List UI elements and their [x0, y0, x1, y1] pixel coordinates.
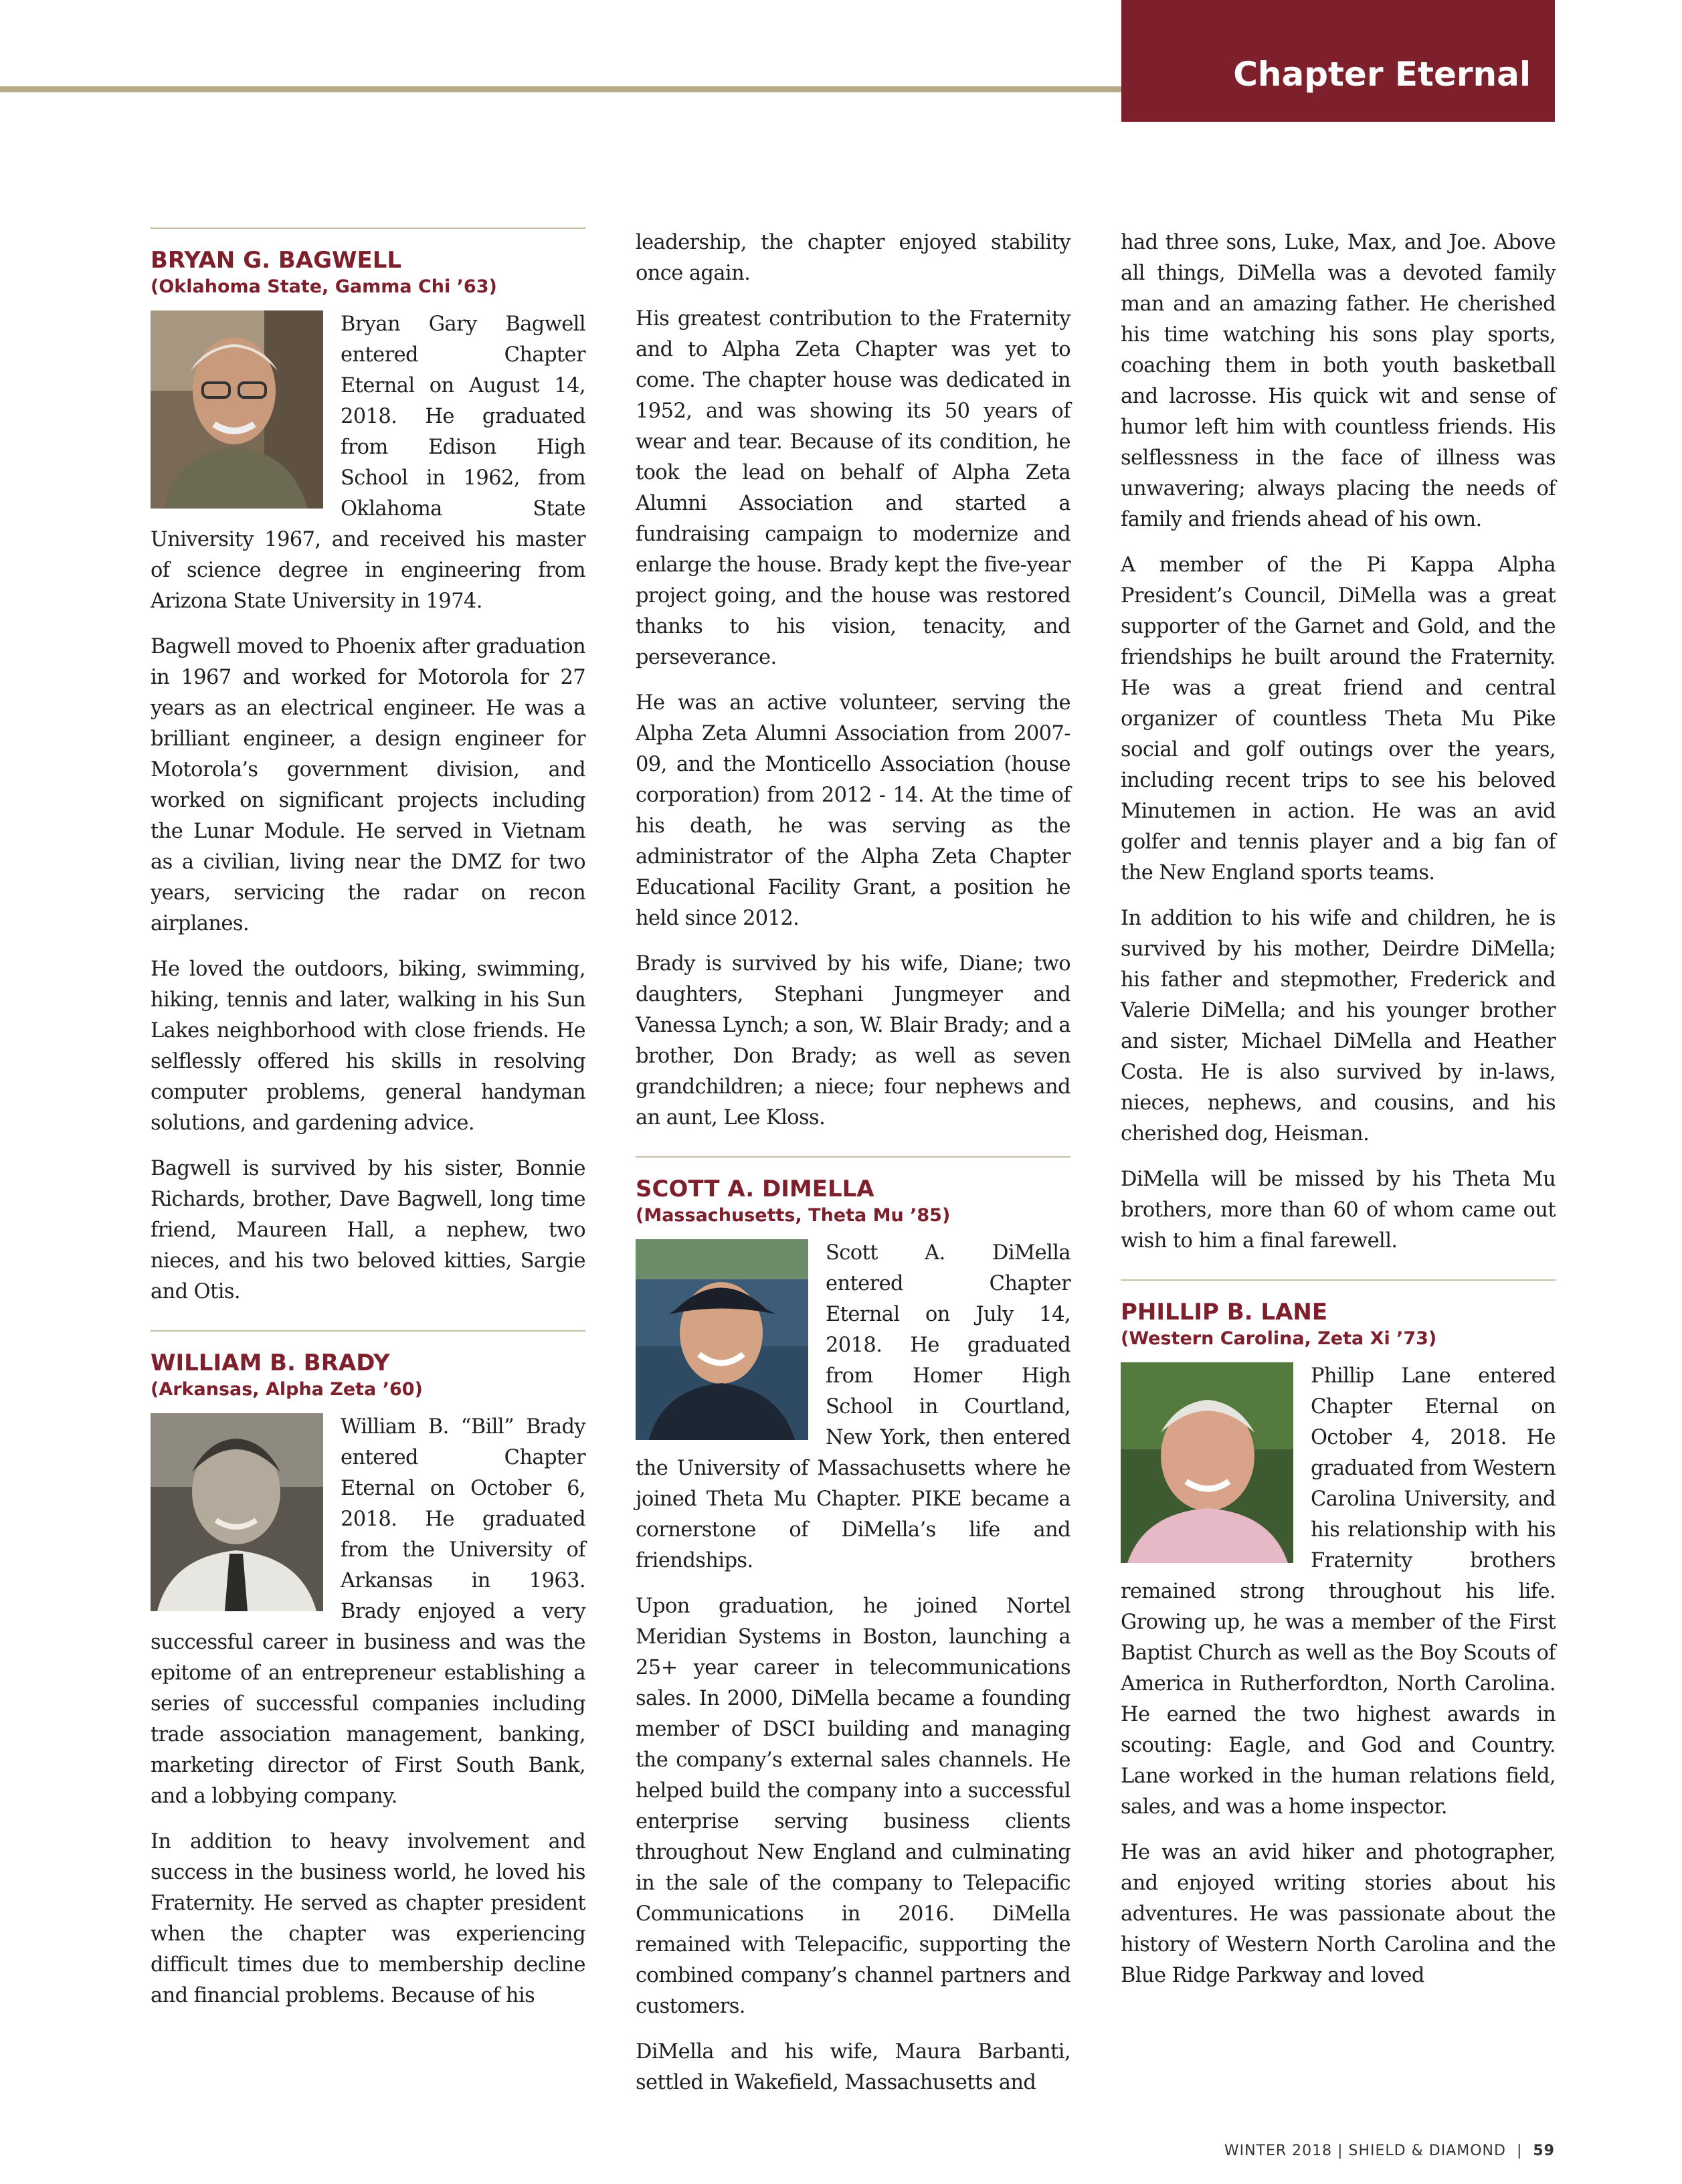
obituary-chapter: (Massachusetts, Theta Mu ’85) [636, 1205, 951, 1226]
obituary-paragraph: In addition to heavy involvement and success in the business world, he loved his Fraternity. He served as chapter president when the chapter was experiencing difficult times due to membership decline and financial problems. Because of his [151, 1830, 585, 2007]
header-rule [0, 86, 1124, 92]
column-3 [1121, 227, 1556, 2006]
obituary-paragraph: William B. “Bill” Brady entered Chapter Eternal on October 6, 2018. He graduated from the University of Arkansas in 1963. Brady enjoyed a very successful career in business and was the epitome of an entrepreneur establishing a series of successful companies including trade association management, banking, marketing director of First South Bank, and a lobbying company. [151, 1415, 585, 1808]
divider [636, 1156, 1070, 1158]
obituary-paragraph: His greatest contribution to the Fraternity and to Alpha Zeta Chapter was yet to come. The chapter house was dedicated in 1952, and was showing its 50 years of wear and tear. Because of its condition, he took the lead on behalf of Alpha Zeta Alumni Association and started a fundraising campaign to modernize and enlarge the house. Brady kept the five-year project going, and the house was restored thanks to his vision, tenacity, and perseverance. [636, 307, 1070, 669]
obituary-paragraph: He loved the outdoors, biking, swimming, hiking, tennis and later, walking in his Sun Lakes neighborhood with close friends. He selflessly offered his skills in resolving computer problems, general handyman solutions, and gardening advice. [151, 958, 585, 1135]
obituary-paragraph: He was an active volunteer, serving the Alpha Zeta Alumni Association from 2007-09, and the Monticello Association (house corporation) from 2012 - 14. At the time of his death, he was serving as the administrator of the Alpha Zeta Chapter Educational Facility Grant, a position he held since 2012. [636, 691, 1070, 930]
obituary-chapter: (Western Carolina, Zeta Xi ’73) [1121, 1328, 1437, 1349]
portrait-photo [636, 1239, 808, 1440]
obituary-paragraph: Brady is survived by his wife, Diane; two daughters, Stephani Jungmeyer and Vanessa Lynch; a son, W. Blair Brady; and a brother, Don Brady; as well as seven grandchildren; a niece; four nephews and an aunt, Lee Kloss. [636, 952, 1070, 1129]
obituary-paragraph: Scott A. DiMella entered Chapter Eternal on July 14, 2018. He graduated from Homer High School in Courtland, New York, then entered the University of Massachusetts where he joined Theta Mu Chapter. PIKE became a cornerstone of DiMella’s life and friendships. [636, 1241, 1070, 1572]
portrait-photo [151, 1413, 323, 1611]
portrait-photo [151, 310, 323, 509]
obituary-paragraph: leadership, the chapter enjoyed stability once again. [636, 231, 1070, 285]
page-footer [1224, 2143, 1555, 2159]
obituary-name: SCOTT A. DIMELLA [636, 1176, 874, 1202]
obituary-paragraph: Bagwell moved to Phoenix after graduation in 1967 and worked for Motorola for 27 years as an electrical engineer. He was a brilliant engineer, a design engineer for Motorola’s government division, and worked on significant projects including the Lunar Module. He served in Vietnam as a civilian, living near the DMZ for two years, servicing the radar on recon airplanes. [151, 635, 585, 935]
obituary-name: BRYAN G. BAGWELL [151, 247, 402, 274]
obituary-paragraph: He was an avid hiker and photographer, and enjoyed writing stories about his adventures. He was passionate about the history of Western North Carolina and the Blue Ridge Parkway and loved [1121, 1841, 1556, 1987]
obituary-paragraph: DiMella will be missed by his Theta Mu brothers, more than 60 of whom came out wish to him a final farewell. [1121, 1168, 1556, 1253]
footer-issue: WINTER 2018 | SHIELD & DIAMOND [1224, 2143, 1506, 2159]
obituary-name: WILLIAM B. BRADY [151, 1350, 390, 1376]
divider [151, 227, 585, 229]
column-1 [151, 227, 585, 2026]
portrait-photo [1121, 1362, 1293, 1563]
divider [151, 1330, 585, 1332]
obituary-paragraph: DiMella and his wife, Maura Barbanti, settled in Wakefield, Massachusetts and [636, 2040, 1070, 2094]
obituary-paragraph: Phillip Lane entered Chapter Eternal on October 4, 2018. He graduated from Western Carolina University, and his relationship with his Fraternity brothers remained strong throughout his life. Growing up, he was a member of the First Baptist Church as well as the Boy Scouts of America in Rutherfordton, North Carolina. He earned the two highest awards in scouting: Eagle, and God and Country. Lane worked in the human relations field, sales, and was a home inspector. [1121, 1364, 1556, 1819]
divider [1121, 1279, 1556, 1281]
obituary-paragraph: Bryan Gary Bagwell entered Chapter Eternal on August 14, 2018. He graduated from Edison High School in 1962, from Oklahoma State University 1967, and received his master of science degree in engineering from Arizona State University in 1974. [151, 312, 585, 613]
obituary-paragraph: Bagwell is survived by his sister, Bonnie Richards, brother, Dave Bagwell, long time friend, Maureen Hall, a nephew, two nieces, and his two beloved kitties, Sargie and Otis. [151, 1157, 585, 1303]
page-number: 59 [1533, 2143, 1555, 2159]
obituary-paragraph: Upon graduation, he joined Nortel Meridian Systems in Boston, launching a 25+ year career in telecommunications sales. In 2000, DiMella became a founding member of DSCI building and managing the company’s external sales channels. He helped build the company into a successful enterprise serving business clients throughout New England and culminating in the sale of the company to Telepacific Communications in 2016. DiMella remained with Telepacific, supporting the combined company’s channel partners and customers. [636, 1595, 1070, 2018]
obituary-paragraph: had three sons, Luke, Max, and Joe. Above all things, DiMella was a devoted family man and an amazing father. He cherished his time watching his sons play sports, coaching them in both youth basketball and lacrosse. His quick wit and sense of humor left him with countless friends. His selflessness in the face of illness was unwavering; always placing the needs of family and friends ahead of his own. [1121, 231, 1556, 531]
obituary-chapter: (Arkansas, Alpha Zeta ’60) [151, 1379, 423, 1400]
footer-separator: | [1516, 2143, 1523, 2159]
column-2 [636, 227, 1070, 2113]
section-title: Chapter Eternal [1121, 0, 1555, 122]
obituary-name: PHILLIP B. LANE [1121, 1299, 1328, 1326]
obituary-paragraph: In addition to his wife and children, he is survived by his mother, Deirdre DiMella; his father and stepmother, Frederick and Valerie DiMella; and his younger brother and sister, Michael DiMella and Heather Costa. He is also survived by in-laws, nieces, nephews, and cousins, and his cherished dog, Heisman. [1121, 907, 1556, 1146]
obituary-paragraph: A member of the Pi Kappa Alpha President’s Council, DiMella was a great supporter of the Garnet and Gold, and the friendships he built around the Fraternity. He was a great friend and central organizer of countless Theta Mu Pike social and golf outings over the years, including recent trips to see his beloved Minutemen in action. He was an avid golfer and tennis player and a big fan of the New England sports teams. [1121, 553, 1556, 885]
obituary-chapter: (Oklahoma State, Gamma Chi ’63) [151, 276, 497, 297]
